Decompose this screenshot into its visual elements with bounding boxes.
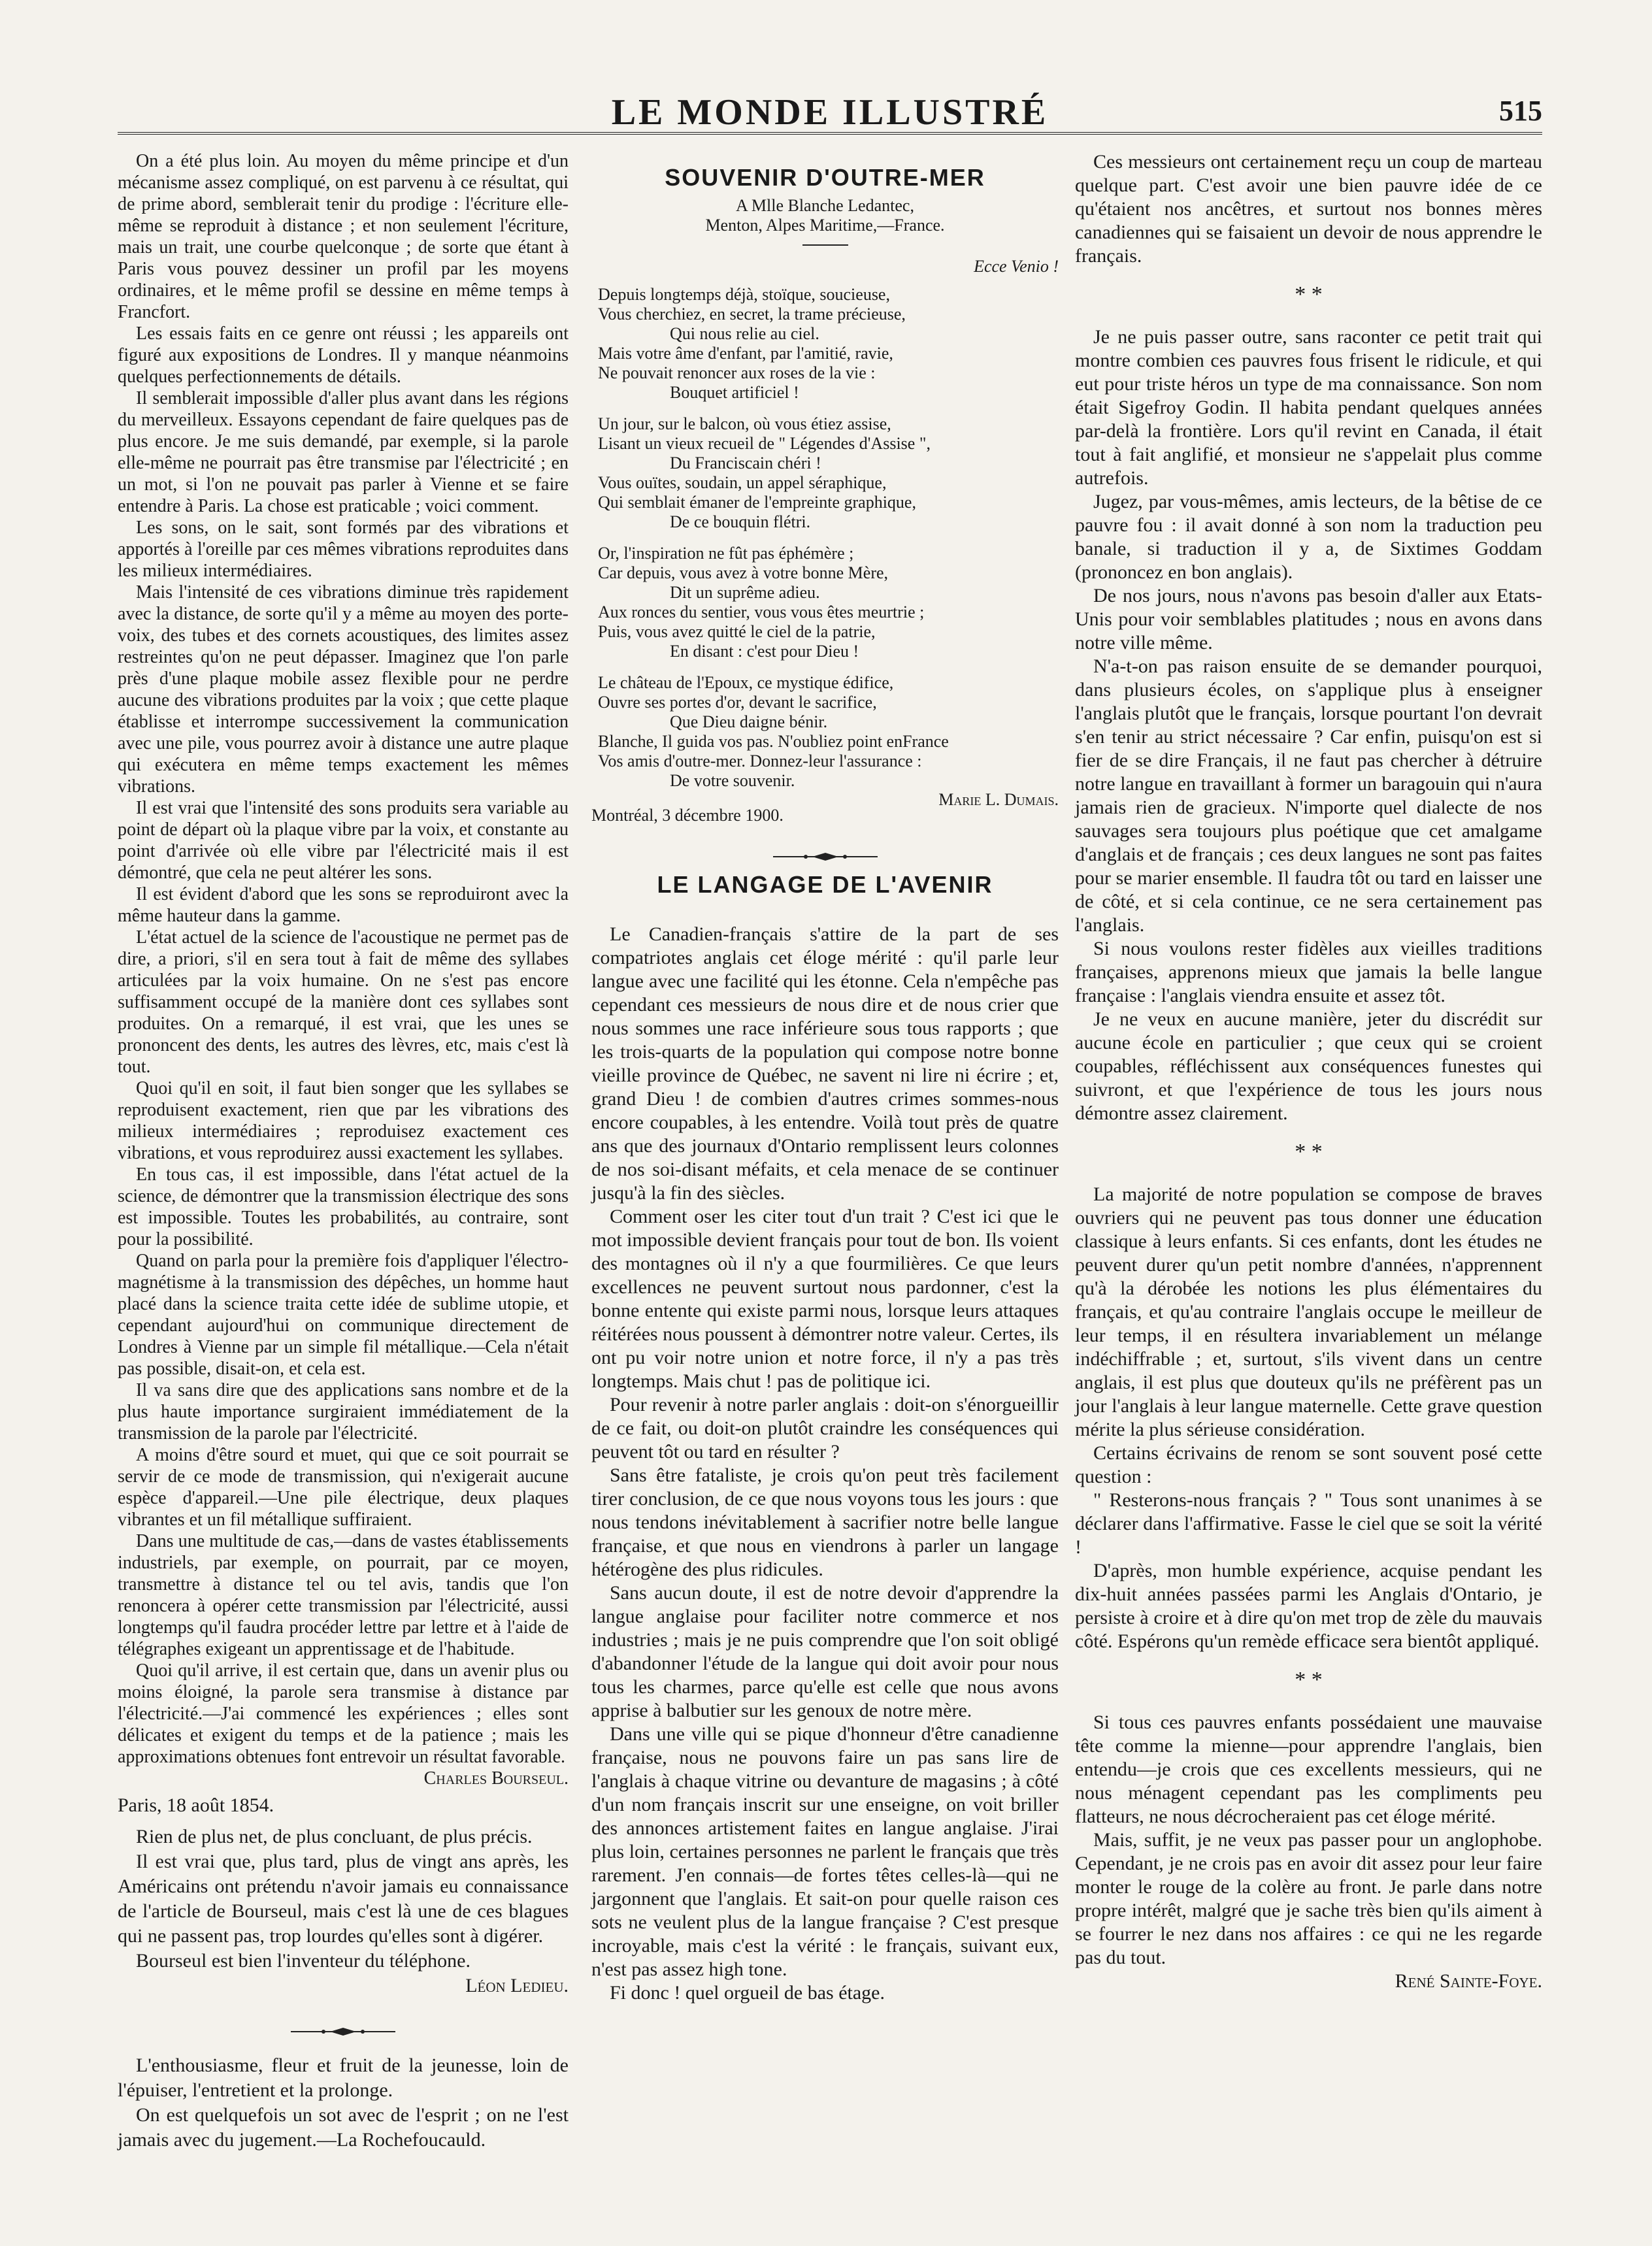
paragraph: Mais l'intensité de ces vibrations diminue très rapidement avec la distance, de sorte qu'il y a même au moyen des porte-voix, des tubes et des cornets acoustiques, des limites assez restreintes qu'on ne peut dépasser. Imaginez que l'on parle près d'une plaque mobile assez flexible pour ne perdre aucune des vibrations produites par la voix ; que cette plaque établisse et interrompe successivement la communication avec une pile, vous pourrez avoir à distance une autre plaque qui exécutera en même temps exactement les mêmes vibrations. [118,582,569,797]
paragraph: Il est vrai que l'intensité des sons produits sera variable au point de départ où la plaque vibre par la voix, et constante au point d'arrivée où elle vibre par l'électricité mais il est démontré, que cela ne peut altérer les sons. [118,798,569,883]
paragraph: Il semblerait impossible d'aller plus avant dans les régions du merveilleux. Essayons cependant de faire quelques pas de plus encore. Je me suis demandé, par exemple, si la parole elle-même ne pourrait pas être transmise par l'électricité ; en un mot, si l'on ne pouvait pas parler à Vienne et se faire entendre à Paris. La chose est praticable ; voici comment. [118,388,569,516]
article-langage-continued-3 [1075,1183,1542,1653]
paragraph: Les essais faits en ce genre ont réussi ; les appareils ont figuré aux expositions de Londres. Il y manque néanmoins quelques perfectionnements de détails. [118,323,569,387]
paragraph: N'a-t-on pas raison ensuite de se demander pourquoi, dans plusieurs écoles, on s'applique plus à enseigner l'anglais plutôt que le français, lorsque pourtant l'on devrait s'en tenir au strict nécessaire ? Car enfin, puisqu'on est si fier de se dire Français, il ne faut pas chercher à détruire notre langue en travaillant à former un baragouin qui n'aura jamais rien de gracieux. N'importe quel dialecte de nos sauvages sera toujours plus poétique que cet amalgame d'anglais et de français ; ces deux langues ne sont pas faites pour se marier ensemble. Il faudra tôt ou tard en laisser une de côté, et si cela continue, ce ne sera certainement pas l'anglais. [1075,655,1542,936]
article-langage-continued-2 [1075,325,1542,1125]
paragraph: Dans une ville qui se pique d'honneur d'être canadienne française, nous ne pouvons faire un pas sans lire de l'anglais à chaque vitrine ou devanture de magasins ; à côté d'un nom français inscrit sur une enseigne, on voit briller des annonces artistement faites en langue anglaise. J'irai plus loin, certaines personnes ne parlent le français que très rarement. J'en connais—de fortes têtes celles-là—qui ne jargonnent que l'anglais. Et sait-on pour quelle raison ces sots ne veulent plus de la langue française ? C'est presque incroyable, mais c'est la vérité : le français, suivant eux, n'est pas assez high tone. [591,1723,1059,1980]
paragraph: Sans aucun doute, il est de notre devoir d'apprendre la langue anglaise pour faciliter notre commerce et nos industries ; mais je ne puis comprendre que l'on soit obligé d'abandonner l'étude de la langue qui doit avoir pour nous tous les charmes, parce qu'elle est celle que nous avons apprise à balbutier sur les genoux de notre mère. [591,1582,1059,1721]
paragraph: Dans une multitude de cas,—dans de vastes établissements industriels, par exemple, on pourrait, par ce moyen, transmettre à distance tel ou tel avis, tandis que l'on renoncera à opérer cette transmission par l'électricité, aussi longtemps qu'il faudra procéder lettre par lettre et à l'aide de télégraphes exigeant un apprentissage et de l'habitude. [118,1531,569,1659]
paragraph: On est quelquefois un sot avec de l'esprit ; on ne l'est jamais avec du jugement.—La Rochefoucauld. [118,2104,569,2151]
poem-dateline: Montréal, 3 décembre 1900. [591,806,784,825]
paragraph: Si nous voulons rester fidèles aux vieilles traditions françaises, apprenons mieux que jamais la belle langue française : l'anglais viendra ensuite et assez tôt. [1075,938,1542,1006]
paragraph: De nos jours, nous n'avons pas besoin d'aller aux Etats-Unis pour voir semblables platitudes ; nous en avons dans notre ville même. [1075,585,1542,653]
ornament-divider [118,2021,569,2034]
column-right [1075,150,1542,1993]
poem-line: Ouvre ses portes d'or, devant le sacrifice, [598,693,877,712]
paragraph: Le Canadien-français s'attire de la part de ses compatriotes anglais cet éloge mérité : qu'il parle leur langue avec une facilité qui les étonne. Cela n'empêche pas cependant ces messieurs de nous dire et de nous crier que nous sommes une race inférieure sous tous rapports ; que les trois-quarts de la population qui compose notre bonne vieille province de Québec, ne savent ni lire ni écrire ; et, grand Dieu ! de combien d'autres crimes sommes-nous encore coupables, à les entendre. Voilà tout près de quatre ans que des journaux d'Ontario remplissent leurs colonnes de nos soi-disant méfaits, et cela menace de se continuer jusqu'à la fin des siècles. [591,923,1059,1204]
paragraph: " Resterons-nous français ? " Tous sont unanimes à se déclarer dans l'affirmative. Fasse le ciel que se soit la vérité ! [1075,1489,1542,1558]
asterism-separator: * * [1295,1668,1323,1692]
paragraph: Certains écrivains de renom se sont souvent posé cette question : [1075,1442,1542,1487]
paragraph: D'après, mon humble expérience, acquise pendant les dix-huit années passées parmi les Anglais d'Ontario, je persiste à croire et à dire qu'on met trop de zèle du mauvais côté. Espérons qu'un remède efficace sera bientôt appliqué. [1075,1560,1542,1652]
poem-stanza [598,673,1059,791]
poem-line: Du Franciscain chéri ! [670,454,821,472]
poem-line: En disant : c'est pour Dieu ! [670,642,859,661]
paragraph: Les sons, on le sait, sont formés par des vibrations et apportés à l'oreille par ces mêmes vibrations reproduites dans les milieux intermédiaires. [118,518,569,581]
article-langage-continued-1 [1075,150,1542,268]
poem-line: Depuis longtemps déjà, stoïque, soucieuse, [598,285,890,304]
article-telephone-conclusion [118,1825,569,1974]
paragraph: Rien de plus net, de plus concluant, de plus précis. [136,1826,533,1847]
poem-footer [591,790,1059,825]
column-left [118,150,569,2153]
paragraph: On a été plus loin. Au moyen du même principe et d'un mécanisme assez compliqué, on est parvenu à ce résultat, qui de prime abord, semblerait tenir du prodige : l'écriture elle-même se reproduit à distance ; et non seulement l'écriture, mais un trait, une courbe quelconque ; de sorte que étant à Paris vous pouvez dessiner un profil par les moyens ordinaires, et le même profil se dessine en même temps à Francfort. [118,151,569,322]
dedication-line-2: Menton, Alpes Maritime,—France. [705,216,945,235]
poem-epigraph: Ecce Venio ! [974,257,1059,276]
poem-line: Puis, vous avez quitté le ciel de la patrie, [598,622,876,641]
paragraph: Il est évident d'abord que les sons se reproduiront avec la même hauteur dans la gamme. [118,884,569,926]
paragraph: En tous cas, il est impossible, dans l'état actuel de la science, de démontrer que la transmission électrique des sons est impossible. Toutes les probabilités, au contraire, sont pour la possibilité. [118,1164,569,1249]
poem-stanza [598,285,1059,403]
poem-stanza [598,544,1059,661]
page-number: 515 [1499,95,1542,127]
paragraph: Comment oser les citer tout d'un trait ? C'est ici que le mot impossible devient français pour tout de bon. Ils voient des montagnes où il n'y a que fourmilières. Ce que leurs excellences ne peuvent surtout nous pardonner, c'est la bonne entente qui existe parmi nous, lorsque leurs attaques réitérées nous poussent à démontrer notre valeur. Certes, ils ont pu voir notre union et notre force, il n'y a pas très longtemps. Mais chut ! pas de politique ici. [591,1206,1059,1392]
poem-line: Vos amis d'outre-mer. Donnez-leur l'assurance : [598,751,922,770]
paragraph: Quoi qu'il arrive, il est certain que, dans un avenir plus ou moins éloigné, la parole sera transmise à distance par l'électricité.—J'ai commencé les expériences ; elles sont délicates et exigent du temps et de la patience ; mais les approximations obtenues font entrevoir un résultat favorable. [118,1660,569,1767]
page-header [118,91,1542,135]
paragraph: Pour revenir à notre parler anglais : doit-on s'énorgueillir de ce fait, ou doit-on plutôt craindre les conséquences qui peuvent tôt ou tard en résulter ? [591,1394,1059,1462]
paragraph: Fi donc ! quel orgueil de bas étage. [610,1982,885,2004]
asterism-separator: * * [1295,282,1323,306]
paragraph: Quand on parla pour la première fois d'appliquer l'électro-magnétisme à la transmission des dépêches, un homme haut placé dans la science traita cette idée de sublime utopie, et cependant aujourd'hui on communique directement de Londres à Vienne par un simple fil métallique.—Cela n'était pas possible, disait-on, et cela est. [118,1251,569,1379]
signature-bourseul: Charles Bourseul. [423,1768,569,1789]
paragraph: La majorité de notre population se compose de braves ouvriers qui ne peuvent pas tous donner une éducation classique à leurs enfants. Si ces enfants, dont les études ne peuvent durer qu'un petit nombre d'années, n'apprennent qu'à la dérobée les notions les plus élémentaires du français, et qu'au contraire l'anglais occupe le meilleur de leur temps, il en résultera invariablement un mélange indéchiffrable ; et, surtout, s'ils vivent dans un centre anglais, il est plus que douteux qu'ils ne préfèrent pas un jour l'anglais à leur langue maternelle. Cette grave question mérite la plus sérieuse considération. [1075,1183,1542,1440]
poem-line: Le château de l'Epoux, ce mystique édifice, [598,673,894,692]
article-langage-body [591,923,1059,2005]
paragraph: Mais, suffit, je ne veux pas passer pour un anglophobe. Cependant, je ne crois pas en avoir dit assez pour leur faire monter le rouge de la colère au front. Je parle dans notre propre intérêt, malgré que je sache très bien qu'ils aiment à se fourrer le nez dans nos affaires : ce qui ne les regarde pas du tout. [1075,1829,1542,1968]
article-langage-continued-4 [1075,1711,1542,1970]
poem-line: Dit un suprême adieu. [670,583,820,602]
paragraph: Quoi qu'il en soit, il faut bien songer que les syllabes se reproduisent exactement, rien que par les vibrations des milieux intermédiaires ; reproduisez exactement ces vibrations, et vous reproduirez aussi exactement les syllabes. [118,1078,569,1163]
column-middle [591,150,1059,2005]
paragraph: Bourseul est bien l'inventeur du téléphone. [136,1950,471,1972]
poem-title: SOUVENIR D'OUTRE-MER [665,164,985,191]
poem-signature: Marie L. Dumais. [938,790,1059,809]
paragraph: Je ne puis passer outre, sans raconter ce petit trait qui montre combien ces pauvres fous frisent le ridicule, et qui eut pour triste héros un type de ma connaissance. Son nom était Sigefroy Godin. Il habita pendant quelques années par-delà la frontière. Lors qu'il revint en Canada, il était tout à fait anglifié, et monsieur ne s'appelait plus comme autrefois. [1075,326,1542,489]
poem-line: Qui semblait émaner de l'empreinte graphique, [598,493,916,512]
paragraph: Je ne veux en aucune manière, jeter du discrédit sur aucune école en particulier ; que ceux qui se croient coupables, réfléchissent aux conséquences funestes qui suivront, et que l'expérience de tous les jours nous démontre assez clairement. [1075,1008,1542,1124]
poem-stanza [598,414,1059,532]
poem-line: Lisant un vieux recueil de " Légendes d'Assise ", [598,434,931,453]
poem-body [591,285,1059,791]
ornament-icon [291,2026,395,2037]
ornament-divider [591,844,1059,857]
ornament-icon [773,851,878,862]
paragraph: L'état actuel de la science de l'acoustique ne permet pas de dire, a priori, s'il en sera tout à fait de même des syllabes articulées par la voix humaine. On ne s'est pas encore suffisamment occupé de la manière dont ces syllabes sont produites. On a remarqué, il est vrai, que les unes se prononcent des dents, les autres des lèvres, etc, mais c'est là tout. [118,927,569,1077]
paragraph: Ces messieurs ont certainement reçu un coup de marteau quelque part. C'est avoir une bien pauvre idée de ce qu'étaient nos ancêtres, et surtout nos bonnes mères canadiennes qui se faisaient un devoir de nous apprendre le français. [1075,151,1542,267]
poem-line: Bouquet artificiel ! [670,383,799,402]
paragraph: Jugez, par vous-mêmes, amis lecteurs, de la bêtise de ce pauvre fou : il avait donné à son nom la traduction peu banale, si traduction il y a, de Sixtimes Goddam (prononcez en bon anglais). [1075,491,1542,583]
short-rule [802,244,848,246]
poem-line: Vous cherchiez, en secret, la trame précieuse, [598,305,906,323]
article-telephone-body [118,150,569,1768]
paragraph: Il est vrai que, plus tard, plus de vingt ans après, les Américains ont prétendu n'avoir jamais eu connaissance de l'article de Bourseul, mais c'est là une de ces blagues qui ne passent pas, trop lourdes qu'elles sont à digérer. [118,1851,569,1947]
poem-dedication [591,196,1059,235]
paragraph: Il va sans dire que des applications sans nombre et de la plus haute importance surgiraient immédiatement de la transmission de la parole par l'électricité. [118,1380,569,1444]
dedication-line-1: A Mlle Blanche Ledantec, [736,196,914,215]
paragraph: L'enthousiasme, fleur et fruit de la jeunesse, loin de l'épuiser, l'entretient et la prolonge. [118,2055,569,2101]
paragraph: A moins d'être sourd et muet, qui que ce soit pourrait se servir de ce mode de transmission, qui n'exigerait aucune espèce d'appareil.—Une pile électrique, deux plaques vibrantes et un fil métallique suffiraient. [118,1445,569,1530]
poem-line: Vous ouïtes, soudain, un appel séraphique, [598,473,887,492]
poem-line: De votre souvenir. [670,771,795,790]
dateline-paris: Paris, 18 août 1854. [118,1794,274,1816]
poem-line: Qui nous relie au ciel. [670,324,819,343]
paragraph: Sans être fataliste, je crois qu'on peut très facilement tirer conclusion, de ce que nous voyons tous les jours : que nous tendons inévitablement à sacrifier notre belle langue française, et que nous en viendrons à parler un langage hétérogène des plus ridicules. [591,1464,1059,1580]
poem-line: Mais votre âme d'enfant, par l'amitié, ravie, [598,344,893,363]
poem-line: Ne pouvait renoncer aux roses de la vie : [598,363,876,382]
paragraph: Si tous ces pauvres enfants possédaient une mauvaise tête comme la mienne—pour apprendre l'anglais, bien entendu—je crois que ces excellents messieurs, qui ne nous ménagent cependant pas les compliments peu flatteurs, ne nous décrocheraient pas cet éloge mérité. [1075,1711,1542,1827]
poem-line: Un jour, sur le balcon, où vous étiez assise, [598,414,891,433]
poem-line: Que Dieu daigne bénir. [670,712,828,731]
poem-line: Blanche, Il guida vos pas. N'oubliez point enFrance [598,732,949,751]
signature-sainte-foye: René Sainte-Foye. [1395,1970,1542,1992]
maxims [118,2053,569,2153]
poem-line: De ce bouquin flétri. [670,512,811,531]
asterism-separator: * * [1295,1140,1323,1164]
article-title: LE LANGAGE DE L'AVENIR [657,871,993,898]
signature-ledieu: Léon Ledieu. [465,1975,569,1996]
poem-line: Aux ronces du sentier, vous vous êtes meurtrie ; [598,603,925,621]
poem-line: Car depuis, vous avez à votre bonne Mère, [598,563,889,582]
publication-title: LE MONDE ILLUSTRÉ [611,92,1049,133]
poem-line: Or, l'inspiration ne fût pas éphémère ; [598,544,854,563]
